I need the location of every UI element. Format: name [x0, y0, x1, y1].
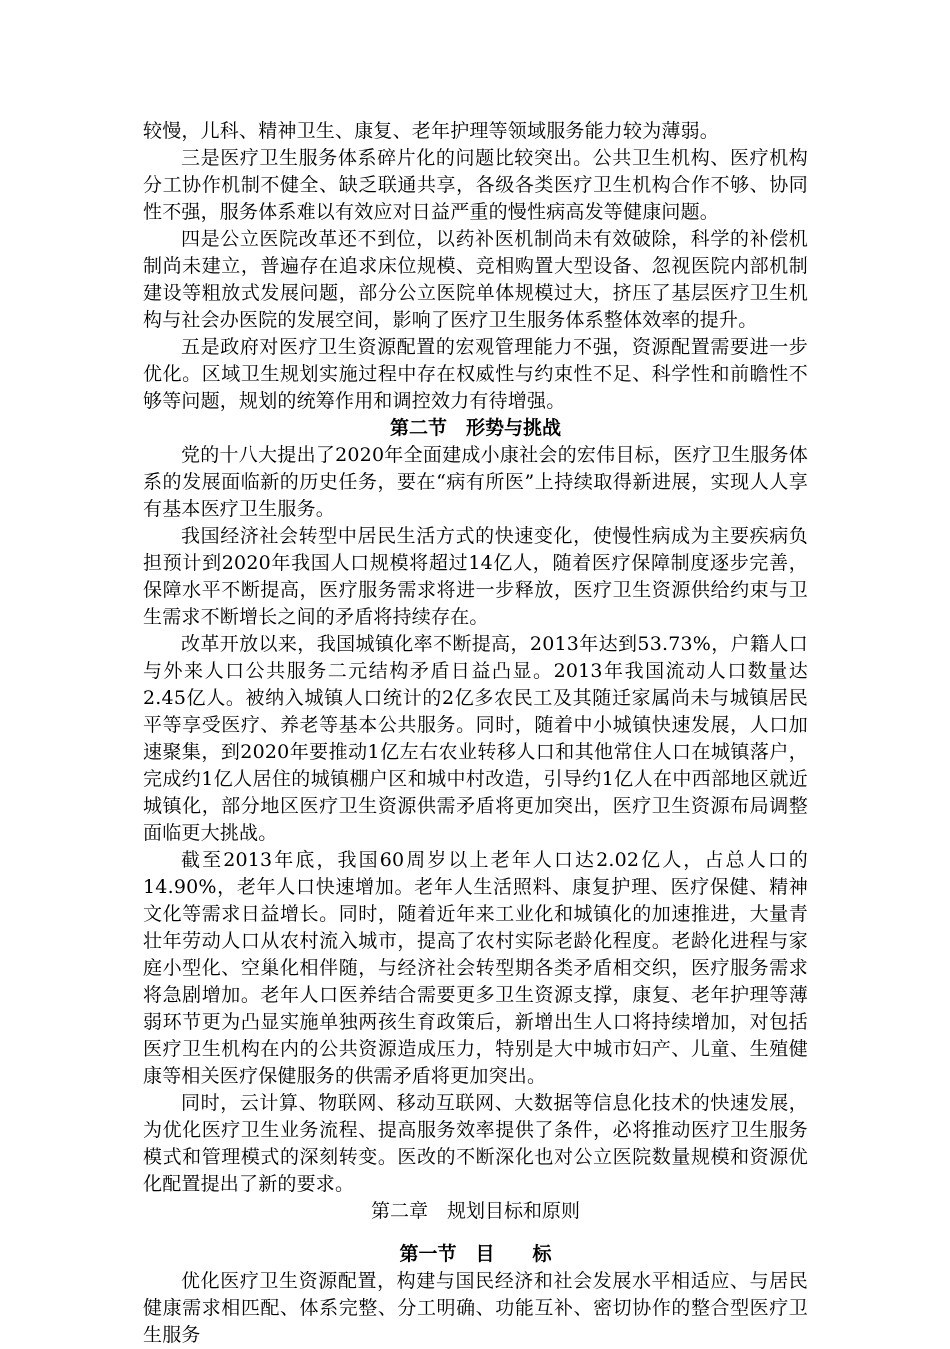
paragraph-information-technology: 同时，云计算、物联网、移动互联网、大数据等信息化技术的快速发展，为优化医疗卫生业务流程、提高服务效率提供了条件，必将推动医疗卫生服务模式和管理模式的深刻转变。医改的不断深化也对公立医院数量规模和资源优化配置提出了新的要求。 — [143, 1092, 808, 1195]
section-heading-situation: 第二节 形势与挑战 — [389, 417, 561, 439]
paragraph-urbanization: 改革开放以来，我国城镇化率不断提高，2013年达到53.73%，户籍人口与外来人口公共服务二元结构矛盾日益凸显。2013年我国流动人口数量达2.45亿人。被纳入城镇人口统计的2亿多农民工及其随迁家属尚未与城镇居民平等享受医疗、养老等基本公共服务。同时，随着中小城镇快速发展，人口加速聚集，到2020年要推动1亿左右农业转移人口和其他常住人口在城镇落户，完成约1亿人居住的城镇棚户区和城中村改造，引导约1亿人在中西部地区就近城镇化，部分地区医疗卫生资源供需矛盾将更加突出，医疗卫生资源布局调整面临更大挑战。 — [143, 633, 808, 844]
paragraph-aging: 截至2013年底，我国60周岁以上老年人口达2.02亿人，占总人口的14.90%，老年人口快速增加。老年人生活照料、康复护理、医疗保健、精神文化等需求日益增长。同时，随着近年来工业化和城镇化的加速推进，大量青壮年劳动人口从农村流入城市，提高了农村实际老龄化程度。老龄化进程与家庭小型化、空巢化相伴随，与经济社会转型期各类矛盾相交织，医疗服务需求将急剧增加。老年人口医养结合需要更多卫生资源支撑，康复、老年护理等薄弱环节更为凸显实施单独两孩生育政策后，新增出生人口将持续增加，对包括医疗卫生机构在内的公共资源造成压力，特别是大中城市妇产、儿童、生殖健康等相关医疗保健服务的供需矛盾将更加突出。 — [143, 849, 808, 1087]
paragraph-public-hospital-reform: 四是公立医院改革还不到位，以药补医机制尚未有效破除，科学的补偿机制尚未建立，普遍存在追求床位规模、竞相购置大型设备、忽视医院内部机制建设等粗放式发展问题，部分公立医院单体规模过大，挤压了基层医疗卫生机构与社会办医院的发展空间，影响了医疗卫生服务体系整体效率的提升。 — [143, 228, 808, 331]
paragraph-chronic-disease: 我国经济社会转型中居民生活方式的快速变化，使慢性病成为主要疾病负担预计到2020年我国人口规模将超过14亿人，随着医疗保障制度逐步完善，保障水平不断提高，医疗服务需求将进一步释放，医疗卫生资源供给约束与卫生需求不断增长之间的矛盾将持续存在。 — [143, 525, 808, 628]
chapter-heading-goals: 第二章 规划目标和原则 — [370, 1200, 580, 1222]
paragraph-fragmentation: 三是医疗卫生服务体系碎片化的问题比较突出。公共卫生机构、医疗机构分工协作机制不健全、缺乏联通共享，各级各类医疗卫生机构合作不够、协同性不强，服务体系难以有效应对日益严重的慢性病高发等健康问题。 — [143, 147, 808, 223]
paragraph-continuation: 较慢，儿科、精神卫生、康复、老年护理等领域服务能力较为薄弱。 — [143, 120, 720, 142]
paragraph-optimize-allocation: 优化医疗卫生资源配置，构建与国民经济和社会发展水平相适应、与居民健康需求相匹配、体系完整、分工明确、功能互补、密切协作的整合型医疗卫生服务 — [143, 1270, 808, 1346]
document-page — [143, 118, 808, 1349]
section-heading-goals: 第一节 目 标 — [399, 1243, 552, 1265]
paragraph-macro-management: 五是政府对医疗卫生资源配置的宏观管理能力不强，资源配置需要进一步优化。区域卫生规划实施过程中存在权威性与约束性不足、科学性和前瞻性不够等问题，规划的统筹作用和调控效力有待增强。 — [143, 336, 808, 412]
paragraph-eighteenth-congress: 党的十八大提出了2020年全面建成小康社会的宏伟目标，医疗卫生服务体系的发展面临新的历史任务，要在“病有所医”上持续取得新进展，实现人人享有基本医疗卫生服务。 — [143, 444, 808, 520]
